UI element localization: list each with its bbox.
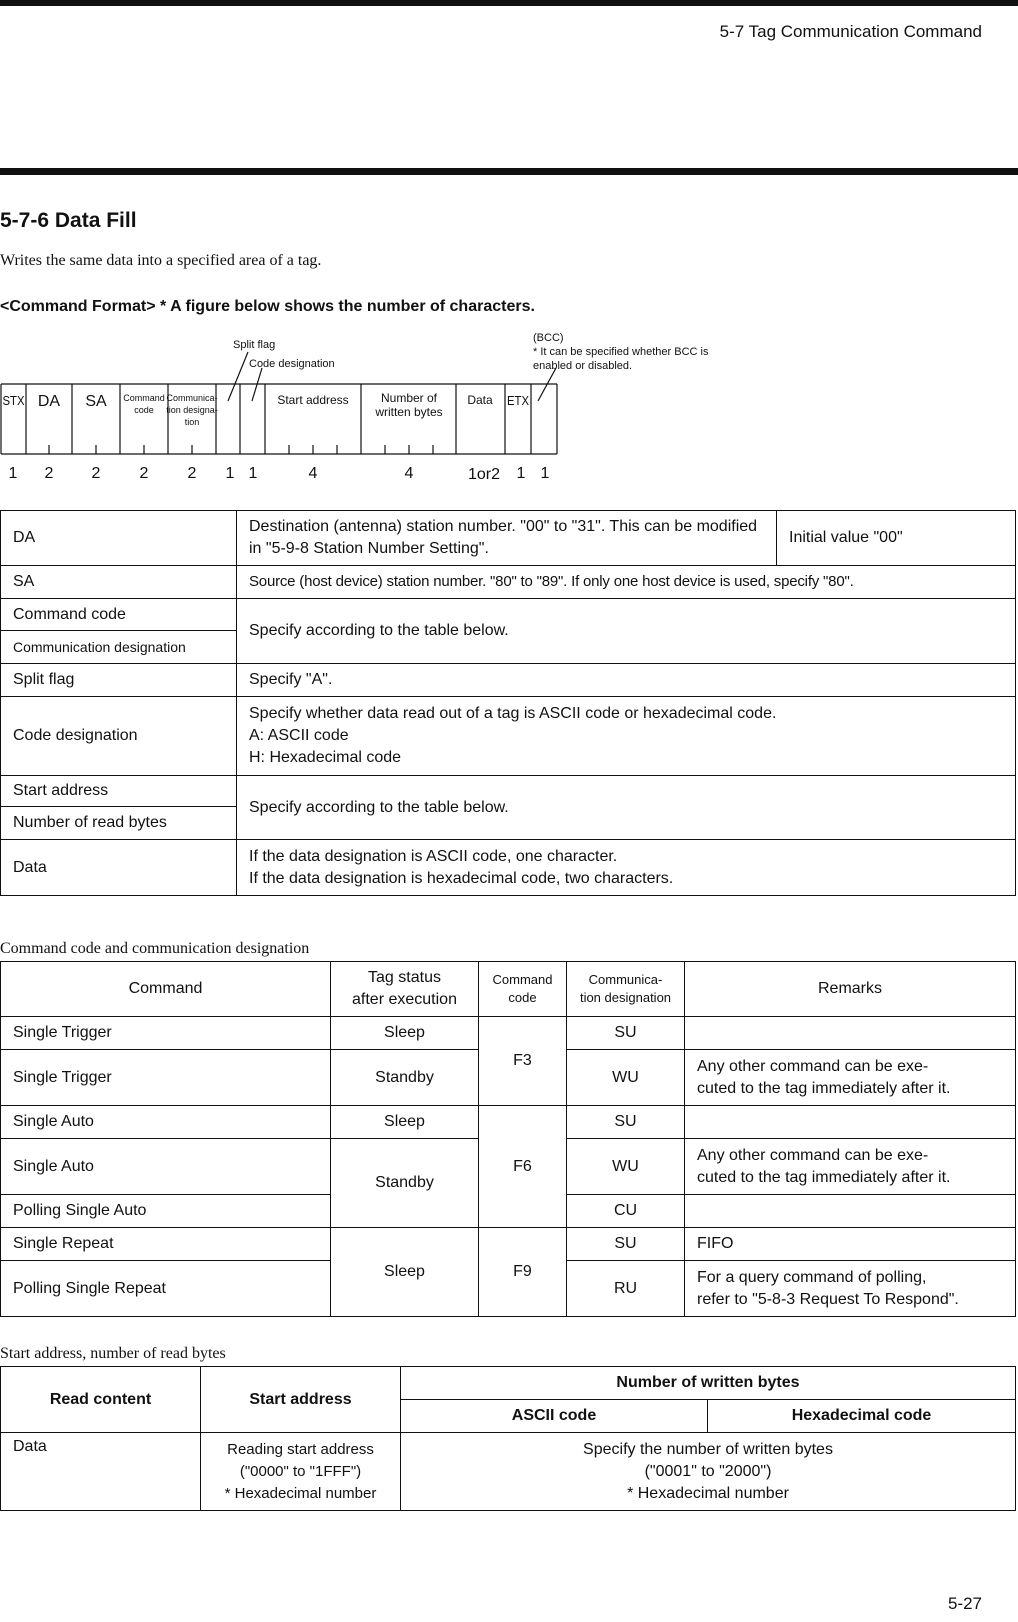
count-start: 4: [308, 465, 318, 482]
header-comm-line1: Communica-: [588, 972, 663, 987]
count-etx: 1: [516, 465, 526, 482]
section-intro: Writes the same data into a specified area of a tag.: [0, 252, 322, 269]
desc-line: If the data designation is ASCII code, one character.: [249, 847, 618, 865]
cell-remarks: FIFO: [685, 1228, 1016, 1261]
start-address-table: [0, 1366, 1016, 1511]
remarks-line: For a query command of polling,: [697, 1268, 927, 1286]
field-sa: SA: [85, 393, 107, 410]
field-note: Initial value "00": [777, 511, 1016, 566]
cell-comm: SU: [567, 1017, 685, 1050]
field-da: DA: [37, 393, 61, 410]
top-rule: [0, 0, 1018, 6]
cell-remarks: [685, 1195, 1016, 1228]
field-desc: [237, 840, 1016, 896]
count-da: 2: [44, 465, 54, 482]
field-name: Number of read bytes: [1, 807, 237, 840]
remarks-line: cuted to the tag immediately after it.: [697, 1079, 951, 1097]
field-comm-line2: tion designa-: [166, 405, 218, 415]
cell-start-address: [201, 1433, 401, 1511]
remarks-line: cuted to the tag immediately after it.: [697, 1168, 951, 1186]
header-remarks: Remarks: [685, 962, 1016, 1017]
table-header-row: [1, 1367, 1016, 1400]
cell-remarks: [685, 1139, 1016, 1195]
header-comm-designation: [567, 962, 685, 1017]
table-row: [1, 697, 1016, 776]
field-name: Code designation: [1, 697, 237, 776]
table-row: [1, 511, 1016, 566]
cell-remarks: [685, 1017, 1016, 1050]
field-name: Communication designation: [1, 631, 237, 664]
desc-line: A: ASCII code: [249, 727, 349, 744]
section-title: 5-7-6 Data Fill: [0, 209, 137, 232]
header-ascii: ASCII code: [401, 1400, 708, 1433]
start-line: * Hexadecimal number: [224, 1484, 377, 1502]
table-row: [1, 840, 1016, 896]
bcc-note-2: enabled or disabled.: [533, 360, 633, 372]
field-start-address: Start address: [277, 393, 349, 407]
cell-read-content: Data: [1, 1433, 201, 1511]
cell-status: Sleep: [331, 1017, 479, 1050]
command-format-heading: <Command Format> * A figure below shows the number of characters.: [0, 298, 535, 315]
cell-command: Single Auto: [1, 1139, 331, 1195]
count-split: 1: [225, 465, 235, 482]
num-line: * Hexadecimal number: [627, 1484, 789, 1502]
cell-comm: CU: [567, 1195, 685, 1228]
field-desc: Specify "A".: [237, 664, 1016, 697]
cell-code: F3: [479, 1017, 567, 1106]
header-tag-line2: after execution: [352, 991, 457, 1008]
field-number-line1: Number of: [380, 391, 438, 405]
cell-remarks: [685, 1261, 1016, 1317]
field-data: Data: [467, 393, 493, 407]
remarks-line: Any other command can be exe-: [697, 1146, 929, 1164]
field-comm-line1: Communica-: [166, 393, 218, 403]
running-header: 5-7 Tag Communication Command: [719, 22, 982, 41]
desc-line: Specify whether data read out of a tag is ASCII code or hexadecimal code.: [249, 705, 777, 722]
field-desc: Specify according to the table below.: [237, 599, 1016, 664]
cell-status: Sleep: [331, 1228, 479, 1317]
field-name: Start address: [1, 776, 237, 807]
cell-comm: WU: [567, 1050, 685, 1106]
header-code-line2: code: [508, 990, 537, 1005]
page-number: 5-27: [947, 1594, 982, 1613]
cell-command: Polling Single Repeat: [1, 1261, 331, 1317]
cell-remarks: [685, 1106, 1016, 1139]
num-line: Specify the number of written bytes: [583, 1440, 833, 1458]
table-row: [1, 1228, 1016, 1261]
field-command-line1: Command: [123, 393, 165, 403]
header-num-written: Number of written bytes: [401, 1367, 1016, 1400]
field-etx: ETX: [507, 393, 530, 408]
command-code-table: [0, 961, 1016, 1317]
bcc-note-1: * It can be specified whether BCC is: [533, 346, 709, 358]
count-data: 1or2: [467, 466, 501, 483]
field-description-table: [0, 510, 1016, 896]
cell-command: Polling Single Auto: [1, 1195, 331, 1228]
field-name: SA: [1, 566, 237, 599]
count-sa: 2: [91, 465, 101, 482]
desc-line: If the data designation is hexadecimal code, two characters.: [249, 869, 674, 887]
cell-command: Single Repeat: [1, 1228, 331, 1261]
header-hex: Hexadecimal code: [708, 1400, 1016, 1433]
num-line: ("0001" to "2000"): [644, 1462, 772, 1480]
field-desc: Destination (antenna) station number. "00" to "31". This can be modified in "5-9-8 Station Number Setting".: [237, 511, 777, 566]
cell-code: F9: [479, 1228, 567, 1317]
header-start-address: Start address: [201, 1367, 401, 1433]
cell-command: Single Trigger: [1, 1017, 331, 1050]
table-row: [1, 776, 1016, 807]
section-rule: [0, 168, 1018, 175]
field-number-line2: written bytes: [375, 405, 443, 419]
cell-status: Standby: [331, 1139, 479, 1228]
field-command-line2: code: [134, 405, 154, 415]
field-desc: [237, 697, 1016, 776]
table-row: [1, 566, 1016, 599]
cell-command: Single Auto: [1, 1106, 331, 1139]
header-command-code: [479, 962, 567, 1017]
cell-command: Single Trigger: [1, 1050, 331, 1106]
code-designation-label: Code designation: [249, 358, 335, 370]
command-table-caption: Command code and communication designation: [0, 940, 310, 957]
count-number: 4: [404, 465, 414, 482]
field-desc: Specify according to the table below.: [237, 776, 1016, 840]
cell-status: Sleep: [331, 1106, 479, 1139]
desc-line: H: Hexadecimal code: [249, 749, 402, 766]
cell-comm: SU: [567, 1228, 685, 1261]
cell-status: Standby: [331, 1050, 479, 1106]
header-tag-status: [331, 962, 479, 1017]
table-row: [1, 664, 1016, 697]
cell-comm: WU: [567, 1139, 685, 1195]
cell-comm: SU: [567, 1106, 685, 1139]
table-row: [1, 599, 1016, 631]
remarks-line: refer to "5-8-3 Request To Respond".: [697, 1290, 959, 1308]
table-row: [1, 1433, 1016, 1511]
remarks-line: Any other command can be exe-: [697, 1057, 929, 1075]
count-command: 2: [139, 465, 149, 482]
count-comm: 2: [187, 465, 197, 482]
header-tag-line1: Tag status: [368, 969, 441, 986]
field-stx: STX: [2, 393, 25, 408]
start-line: Reading start address: [227, 1440, 374, 1458]
table-row: [1, 1106, 1016, 1139]
start-line: ("0000" to "1FFF"): [239, 1462, 362, 1480]
field-comm-line3: tion: [184, 417, 200, 427]
count-code: 1: [248, 465, 258, 482]
cell-remarks: [685, 1050, 1016, 1106]
address-table-caption: Start address, number of read bytes: [0, 1345, 226, 1362]
field-name: DA: [1, 511, 237, 566]
count-stx: 1: [8, 465, 18, 482]
header-comm-line2: tion designation: [579, 990, 672, 1005]
bcc-label: (BCC): [533, 332, 564, 344]
field-desc: Source (host device) station number. "80" to "89". If only one host device is used, specify "80".: [237, 566, 1016, 599]
header-read-content: Read content: [1, 1367, 201, 1433]
cell-code: F6: [479, 1106, 567, 1228]
table-row: [1, 1017, 1016, 1050]
field-name: Command code: [1, 599, 237, 631]
cell-comm: RU: [567, 1261, 685, 1317]
command-format-diagram: [0, 328, 760, 488]
split-flag-label: Split flag: [233, 339, 276, 351]
cell-num-written: [401, 1433, 1016, 1511]
field-name: Split flag: [1, 664, 237, 697]
header-code-line1: Command: [492, 972, 553, 987]
table-header-row: [1, 962, 1016, 1017]
count-bcc: 1: [540, 465, 550, 482]
header-command: Command: [1, 962, 331, 1017]
field-name: Data: [1, 840, 237, 896]
